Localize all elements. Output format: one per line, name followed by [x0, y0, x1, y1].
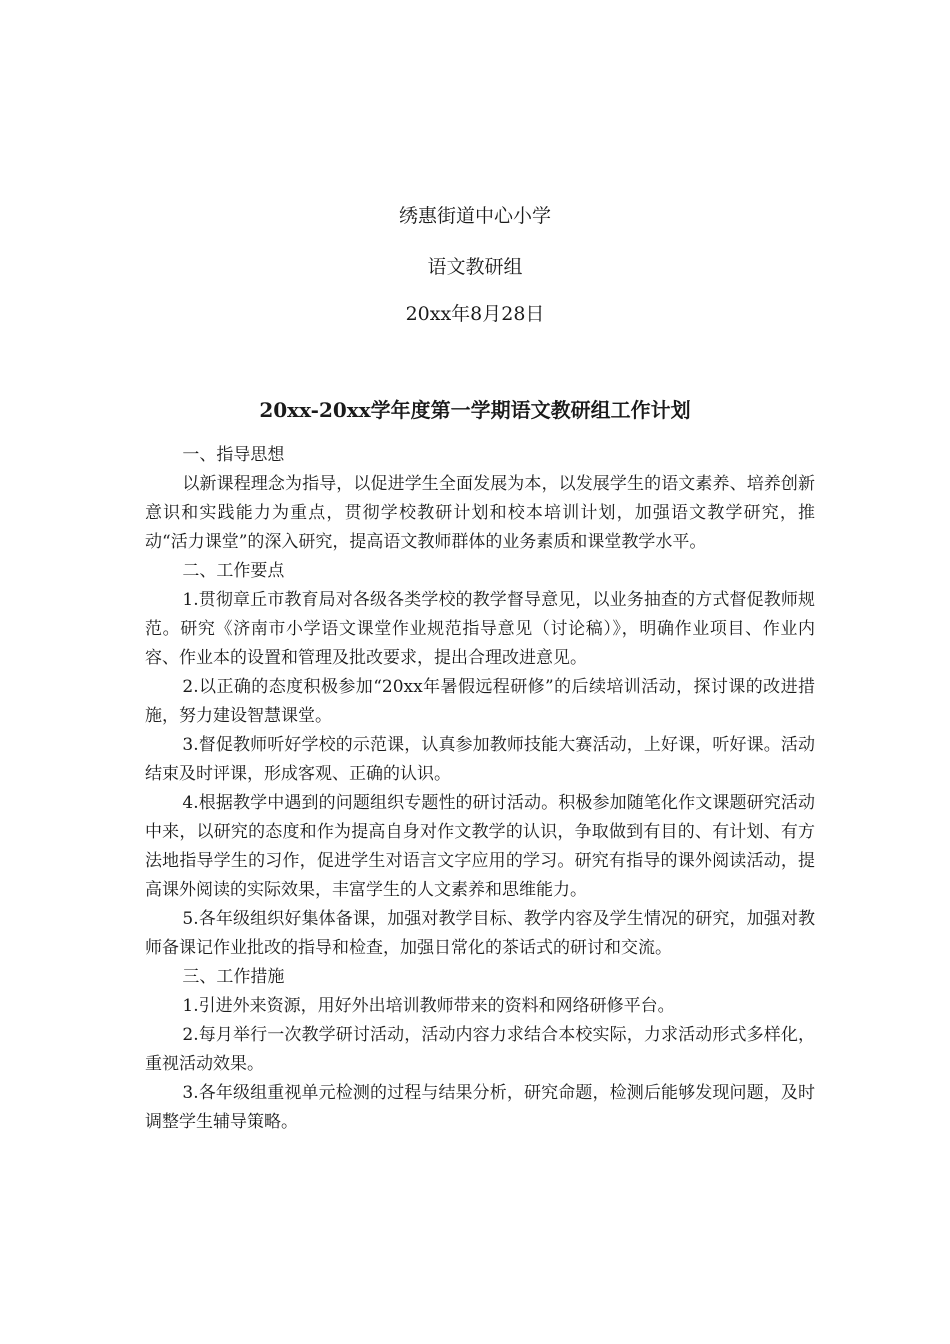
school-name: 绣惠街道中心小学	[398, 205, 551, 227]
section-heading-work-points: 二、工作要点	[182, 561, 285, 581]
paragraph: 1.贯彻章丘市教育局对各级各类学校的教学督导意见，以业务抽查的方式督促教师规范。研究《济南市小学语文课堂作业规范指导意见（讨论稿）》，明确作业项目、作业内容、作业本的设置和管理及批改要求，提出合理改进意见。	[145, 590, 815, 668]
paragraph: 3.督促教师听好学校的示范课，认真参加教师技能大赛活动，上好课，听好课。活动结束及时评课，形成客观、正确的认识。	[145, 735, 815, 784]
section-heading-guiding-ideology: 一、指导思想	[182, 445, 285, 465]
paragraph: 5.各年级组织好集体备课，加强对教学目标、教学内容及学生情况的研究，加强对教师备课记作业批改的指导和检查，加强日常化的茶话式的研讨和交流。	[145, 909, 815, 958]
document-date: 20xx年8月28日	[405, 303, 545, 325]
paragraph: 2.以正确的态度积极参加“20xx年暑假远程研修”的后续培训活动，探讨课的改进措施，努力建设智慧课堂。	[145, 677, 815, 726]
document-title: 20xx-20xx学年度第一学期语文教研组工作计划	[259, 398, 691, 422]
paragraph: 2.每月举行一次教学研讨活动，活动内容力求结合本校实际，力求活动形式多样化，重视活动效果。	[145, 1025, 815, 1074]
document-body	[145, 441, 815, 1137]
paragraph: 以新课程理念为指导，以促进学生全面发展为本，以发展学生的语文素养、培养创新意识和实践能力为重点，贯彻学校教研计划和校本培训计划，加强语文教学研究，推动“活力课堂”的深入研究，提高语文教师群体的业务素质和课堂教学水平。	[145, 474, 815, 552]
paragraph: 4.根据教学中遇到的问题组织专题性的研讨活动。积极参加随笔化作文课题研究活动中来，以研究的态度和作为提高自身对作文教学的认识，争取做到有目的、有计划、有方法地指导学生的习作，促进学生对语言文字应用的学习。研究有指导的课外阅读活动，提高课外阅读的实际效果，丰富学生的人文素养和思维能力。	[145, 793, 815, 900]
paragraph: 3.各年级组重视单元检测的过程与结果分析，研究命题，检测后能够发现问题，及时调整学生辅导策略。	[145, 1083, 815, 1132]
paragraph: 1.引进外来资源，用好外出培训教师带来的资料和网络研修平台。	[182, 996, 675, 1016]
group-name: 语文教研组	[427, 256, 523, 278]
section-heading-work-measures: 三、工作措施	[182, 967, 285, 987]
